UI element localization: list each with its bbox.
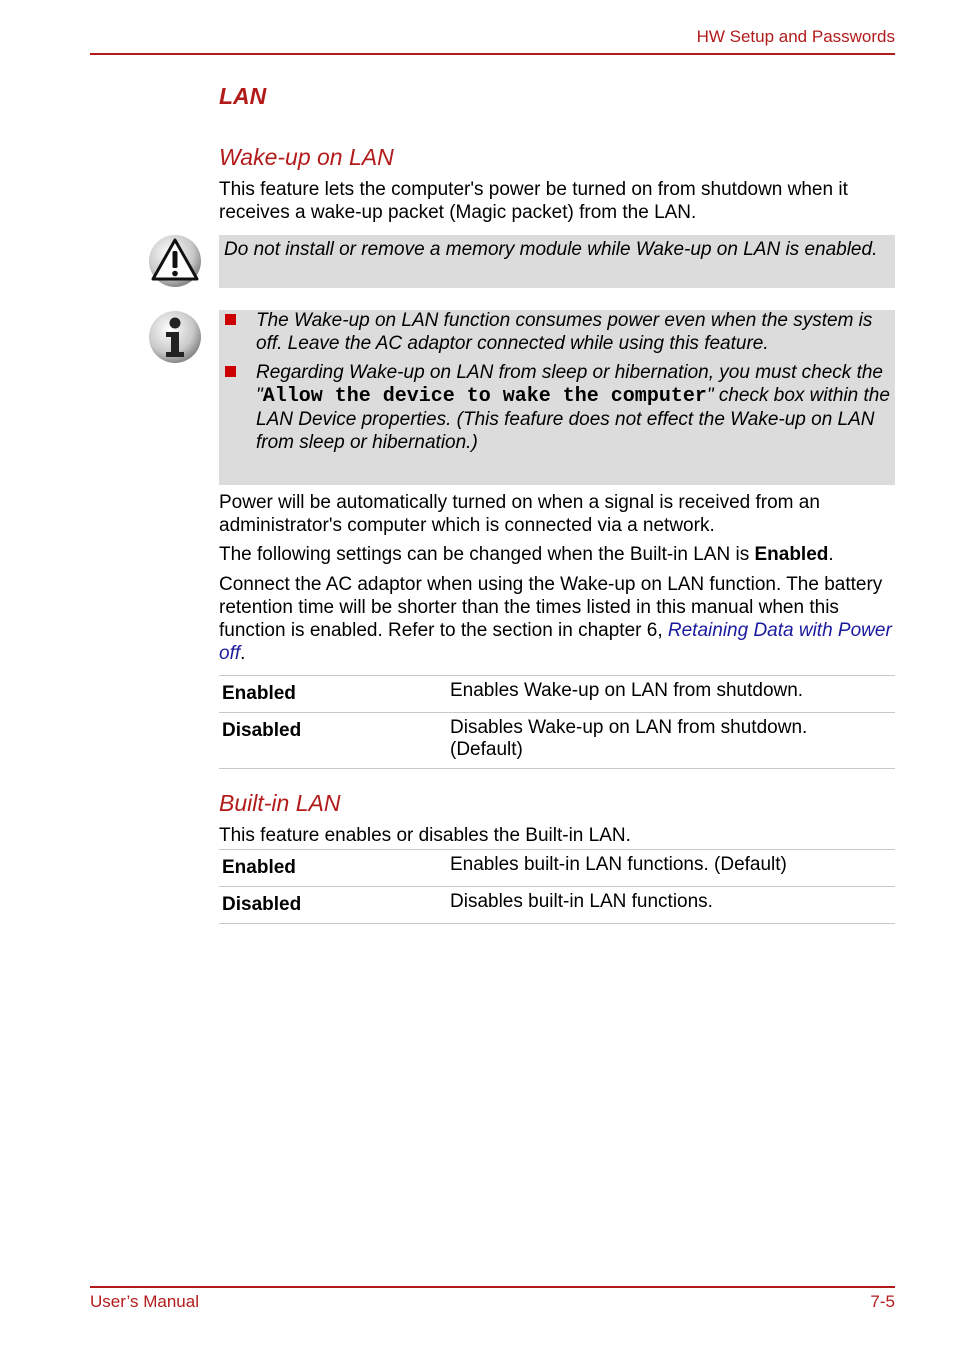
wake-up-options-table: [219, 675, 895, 769]
builtin-intro: This feature enables or disables the Built-in LAN.: [219, 825, 631, 846]
footer-manual-title: User’s Manual: [90, 1292, 199, 1311]
warning-text: Do not install or remove a memory module while Wake-up on LAN is enabled.: [224, 239, 878, 260]
power-on-paragraph: Power will be automatically turned on when a signal is received from an administrator's computer which is connected via a network.: [219, 492, 820, 536]
option-desc: Disables Wake-up on LAN from shutdown. (Default): [447, 713, 895, 769]
settings-paragraph: The following settings can be changed when the Built-in LAN is Enabled.: [219, 544, 834, 565]
table-row: [219, 887, 895, 924]
option-desc: Enables Wake-up on LAN from shutdown.: [447, 676, 895, 713]
section-heading: LAN: [219, 83, 267, 109]
subsection-title-builtin: Built-in LAN: [219, 790, 341, 816]
warning-box: [219, 235, 895, 288]
ac-adaptor-paragraph: Connect the AC adaptor when using the Wake-up on LAN function. The battery retention time will be shorter than the times listed in this manual when this function is enabled. Refer to the section in chapter 6, Retaining Data with Power off.: [219, 574, 892, 664]
wake-up-intro: This feature lets the computer's power be turned on from shutdown when it receives a wake-up packet (Magic packet) from the LAN.: [219, 179, 848, 223]
note-item: The Wake-up on LAN function consumes power even when the system is off. Leave the AC adaptor connected while using this feature.: [219, 309, 895, 355]
table-row: [219, 713, 895, 769]
table-row: [219, 850, 895, 887]
option-key: Disabled: [219, 887, 447, 924]
option-key: Disabled: [219, 713, 447, 769]
header-rule: [90, 53, 895, 55]
option-key: Enabled: [219, 850, 447, 887]
info-icon: [148, 310, 202, 364]
subsection-title-wake-up: Wake-up on LAN: [219, 144, 394, 170]
note-item: Regarding Wake-up on LAN from sleep or hibernation, you must check the "Allow the device to wake the computer" check box within the LAN Device properties. (This feafure does not effect the Wake-up on LAN from sleep or hibernation.): [219, 361, 895, 454]
builtin-options-table: [219, 849, 895, 924]
table-row: [219, 676, 895, 713]
retaining-data-link[interactable]: Retaining Data with Power off: [219, 620, 892, 664]
running-header: HW Setup and Passwords: [696, 27, 895, 46]
bullet-square-icon: [225, 314, 236, 325]
note-box: [219, 310, 895, 485]
footer-rule: [90, 1286, 895, 1288]
option-key: Enabled: [219, 676, 447, 713]
bullet-square-icon: [225, 366, 236, 377]
warning-icon: [148, 234, 202, 288]
option-desc: Enables built-in LAN functions. (Default): [447, 850, 895, 887]
page-number: 7-5: [870, 1292, 895, 1311]
option-desc: Disables built-in LAN functions.: [447, 887, 895, 924]
code-text: Allow the device to wake the computer: [262, 385, 707, 408]
